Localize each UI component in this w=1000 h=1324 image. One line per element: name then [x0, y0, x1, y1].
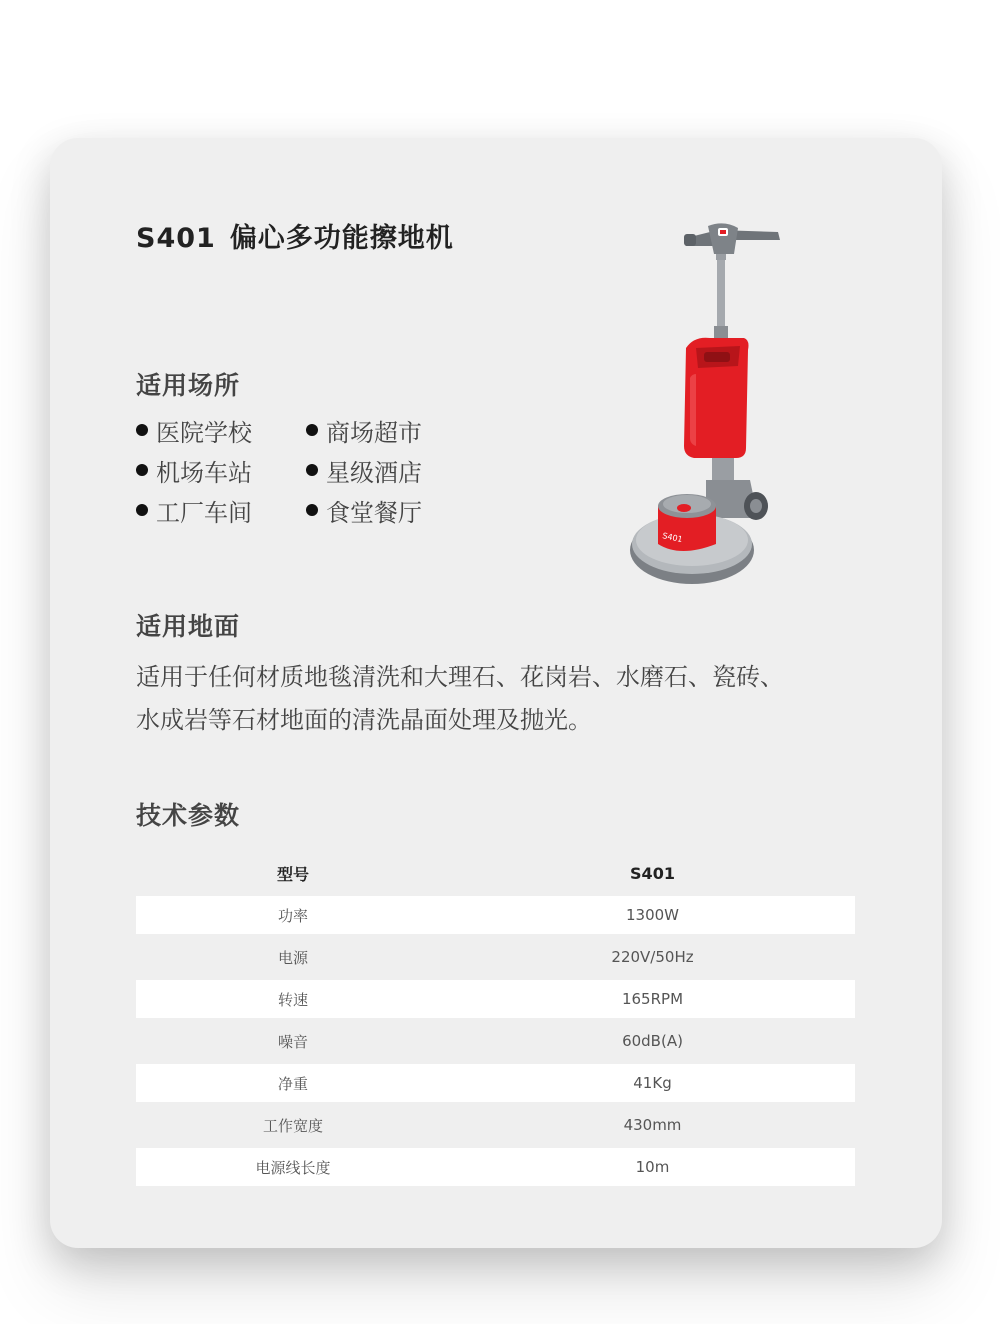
venue-item: 医院学校: [136, 414, 306, 446]
product-title: [136, 216, 454, 255]
specs-header-value: S401: [630, 863, 675, 883]
specs-header-row: [136, 854, 855, 894]
table-row: 电源线长度 10m: [136, 1146, 855, 1188]
venue-item: 食堂餐厅: [306, 494, 476, 526]
venue-item: 工厂车间: [136, 494, 306, 526]
bullet-icon: [136, 504, 148, 516]
bullet-icon: [306, 464, 318, 476]
specs-heading: 技术参数: [136, 801, 241, 830]
product-model: S401: [136, 223, 216, 254]
table-row: 工作宽度 430mm: [262, 1116, 682, 1135]
floors-line-2: 水成岩等石材地面的清洗晶面处理及抛光。: [136, 706, 592, 734]
floors-heading: 适用地面: [136, 612, 241, 641]
machine-model-label: S401: [661, 531, 684, 545]
floors-description: [136, 656, 836, 742]
table-row: 净重 41Kg: [136, 1062, 855, 1104]
bullet-icon: [306, 504, 318, 516]
table-row: 转速 165RPM: [136, 978, 855, 1020]
floor-machine-image: [620, 218, 790, 590]
venues-heading: 适用场所: [136, 371, 241, 400]
floors-line-1: 适用于任何材质地毯清洗和大理石、花岗岩、水磨石、瓷砖、: [136, 663, 784, 691]
product-name: 偏心多功能擦地机: [229, 223, 454, 254]
bullet-icon: [136, 464, 148, 476]
bullet-icon: [136, 424, 148, 436]
venue-item: 星级酒店: [306, 454, 476, 486]
specs-table: [136, 854, 855, 1190]
venues-list: [136, 414, 476, 526]
table-row: 噪音 60dB(A): [277, 1032, 683, 1051]
specs-header-label: 型号: [276, 864, 309, 884]
table-row: 电源 220V/50Hz: [277, 948, 694, 967]
venue-item: 商场超市: [306, 414, 476, 446]
bullet-icon: [306, 424, 318, 436]
venue-item: 机场车站: [136, 454, 306, 486]
table-row: 功率 1300W: [136, 894, 855, 936]
